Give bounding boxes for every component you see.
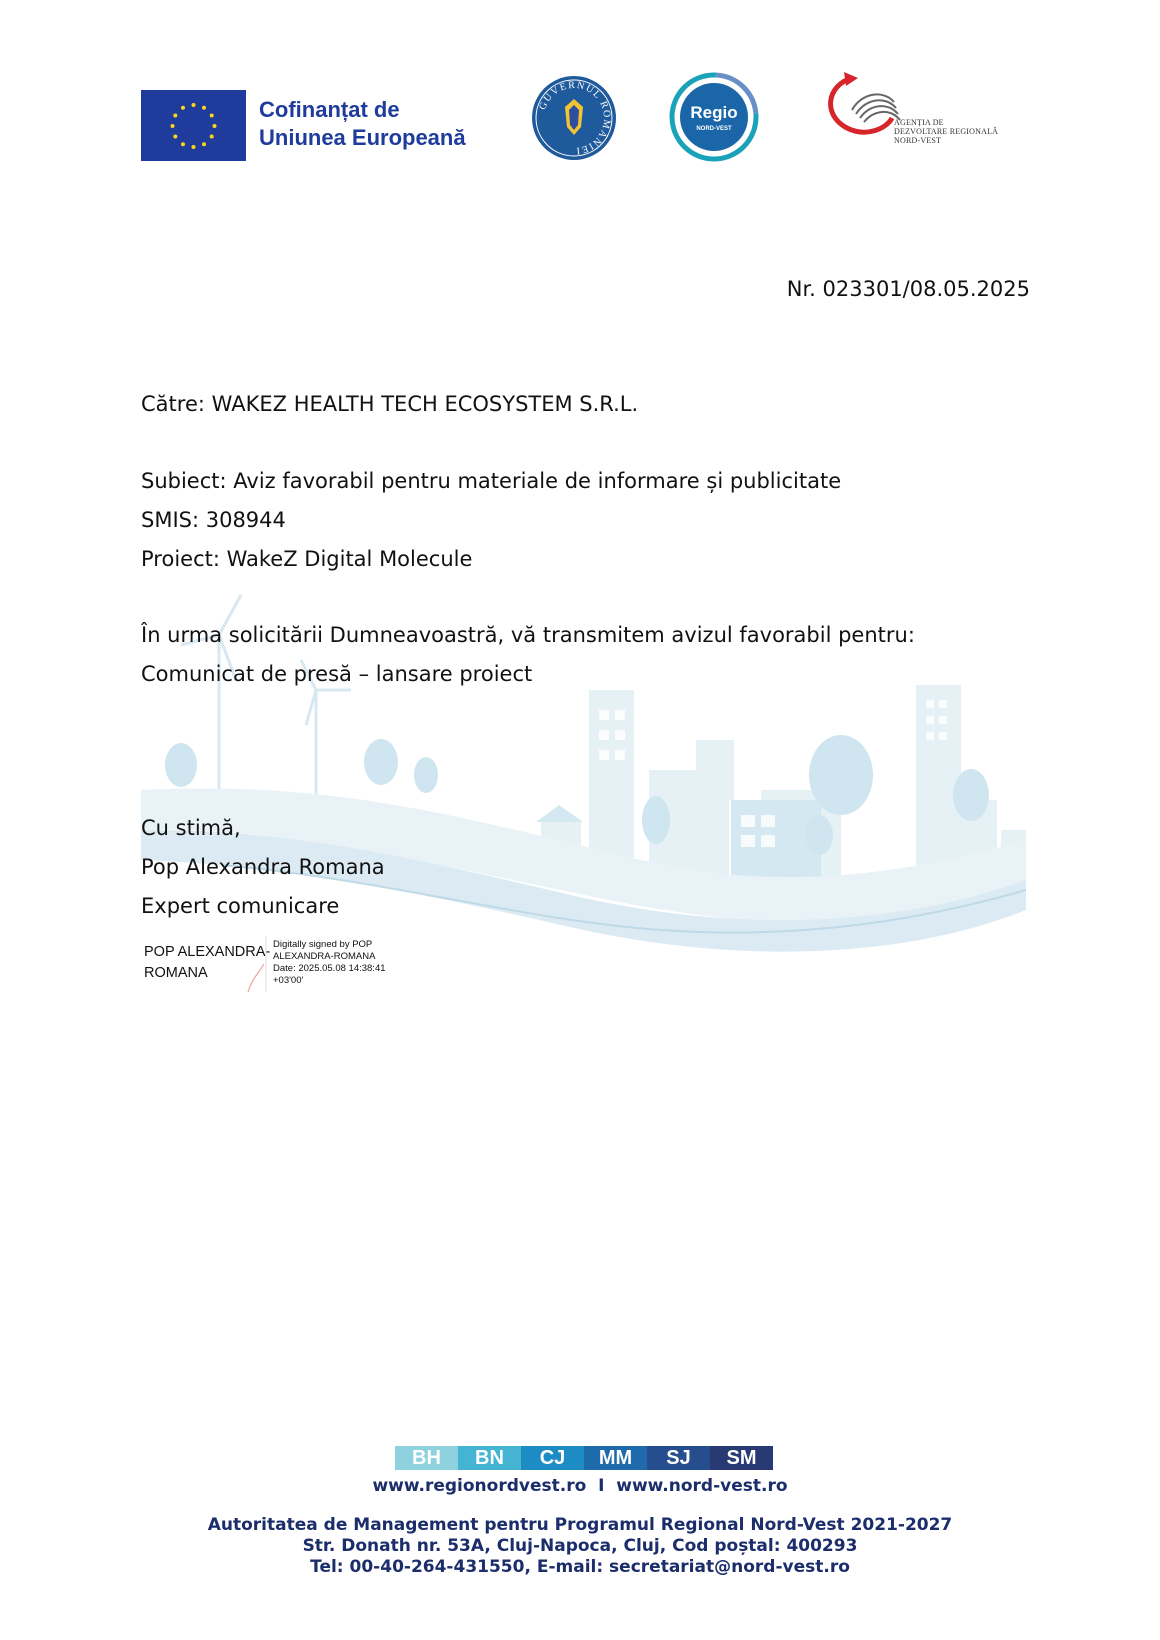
footer-address: Str. Donath nr. 53A, Cluj-Napoca, Cluj, Cod poștal: 400293 bbox=[302, 1536, 858, 1556]
regio-nord-vest-logo bbox=[669, 72, 759, 162]
signer-role: Expert comunicare bbox=[141, 894, 340, 918]
county-badge: MM bbox=[584, 1446, 647, 1470]
gov-logo-text: GUVERNUL ROMÂNIEI bbox=[537, 79, 613, 157]
eu-text-line1: Cofinanțat de bbox=[259, 97, 400, 122]
regio-logo-text: Regio bbox=[690, 103, 738, 122]
registration-number: Nr. 023301/08.05.2025 bbox=[786, 277, 1030, 301]
project-name: Proiect: WakeZ Digital Molecule bbox=[141, 547, 473, 571]
county-badge: CJ bbox=[521, 1446, 584, 1470]
subject-line: Subiect: Aviz favorabil pentru materiale de informare și publicitate bbox=[141, 469, 842, 493]
adr-logo-text: AGENȚIA DE DEZVOLTARE REGIONALĂ NORD-VEST bbox=[894, 118, 999, 145]
signature-details: Digitally signed by POP ALEXANDRA-ROMANA Date: 2025.05.08 14:38:41 +03'00' bbox=[273, 939, 386, 986]
county-badge: SJ bbox=[647, 1446, 710, 1470]
footer-contact-block bbox=[0, 1515, 1160, 1578]
city-background-illustration bbox=[141, 590, 1026, 990]
signature-name: POP ALEXANDRA- ROMANA bbox=[144, 944, 271, 981]
eu-flag-logo bbox=[141, 90, 246, 161]
county-badge: SM bbox=[710, 1446, 773, 1470]
footer-contact: Tel: 00-40-264-431550, E-mail: secretariat@nord-vest.ro bbox=[310, 1557, 850, 1577]
county-bar bbox=[395, 1446, 773, 1470]
closing-salutation: Cu stimă, bbox=[141, 816, 241, 840]
signature-mark bbox=[244, 934, 274, 994]
approved-material: Comunicat de presă – lansare proiect bbox=[141, 662, 533, 686]
regio-logo-subtext: NORD-VEST bbox=[696, 126, 732, 132]
intro-paragraph: În urma solicitării Dumneavoastră, vă transmitem avizul favorabil pentru: bbox=[141, 623, 915, 647]
county-badge: BN bbox=[458, 1446, 521, 1470]
eu-cofinancing-text bbox=[259, 96, 466, 152]
footer-authority: Autoritatea de Management pentru Programul Regional Nord-Vest 2021-2027 bbox=[207, 1515, 953, 1535]
smis-code: SMIS: 308944 bbox=[141, 508, 286, 532]
romanian-government-logo bbox=[531, 75, 617, 161]
footer-websites: www.regionordvest.ro I www.nord-vest.ro bbox=[372, 1476, 788, 1496]
recipient-line: Către: WAKEZ HEALTH TECH ECOSYSTEM S.R.L. bbox=[141, 392, 639, 416]
eu-text-line2: Uniunea Europeană bbox=[259, 125, 466, 150]
county-badge: BH bbox=[395, 1446, 458, 1470]
signer-name: Pop Alexandra Romana bbox=[141, 855, 385, 879]
